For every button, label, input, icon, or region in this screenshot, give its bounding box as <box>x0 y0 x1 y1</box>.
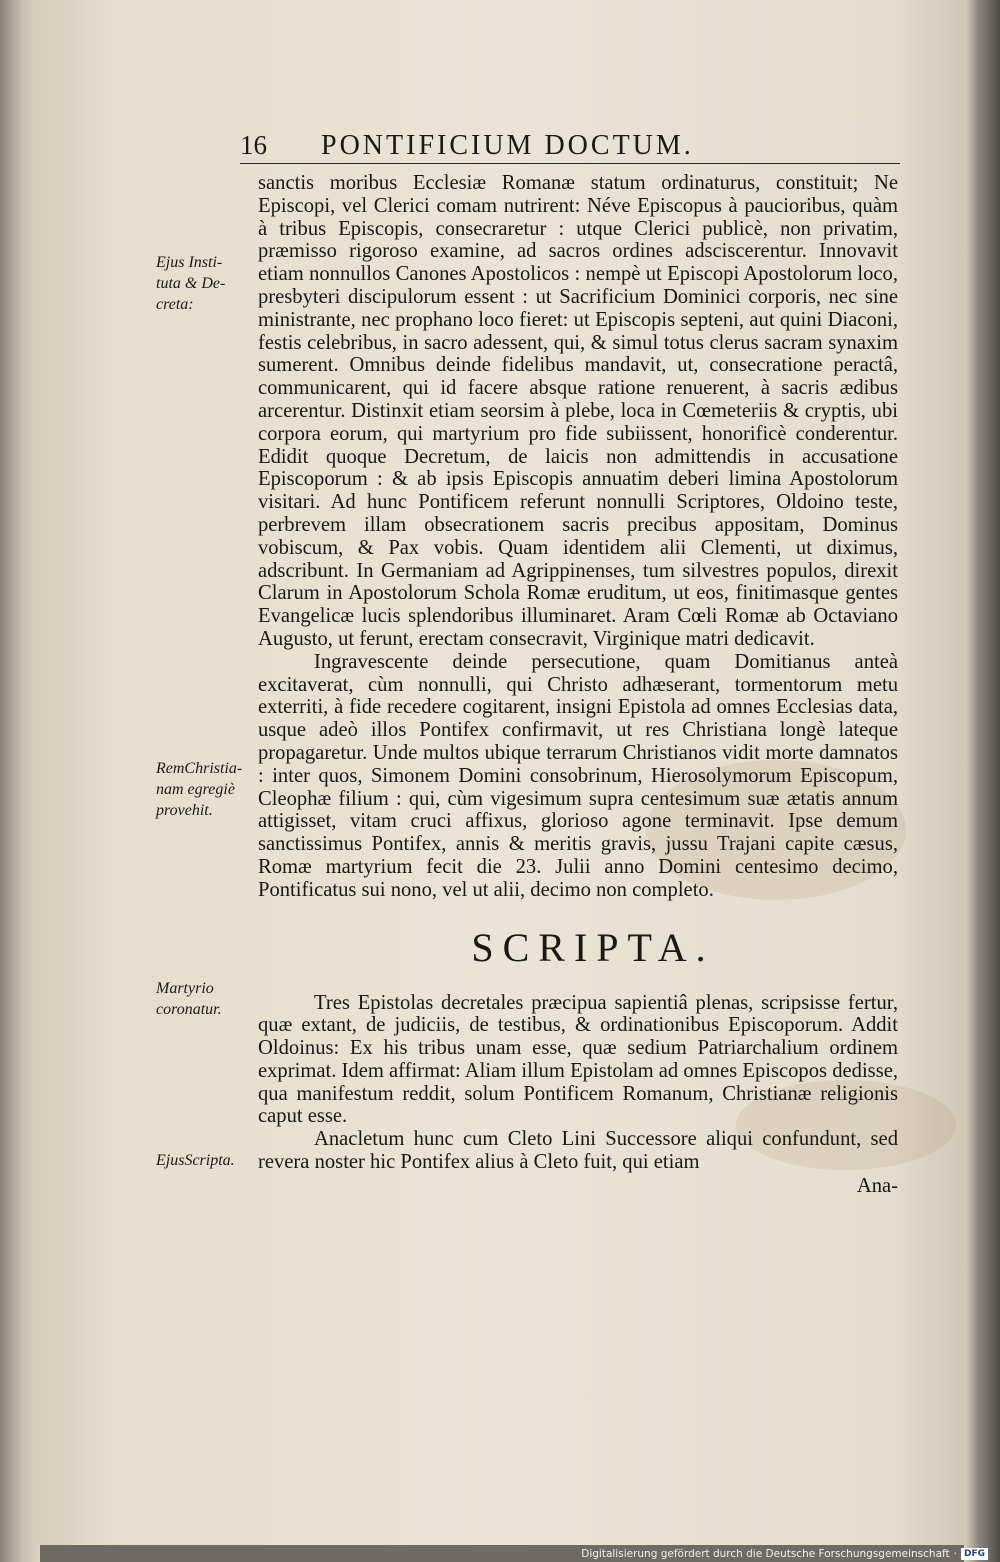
book-binding <box>0 0 40 1562</box>
paragraph: Anacletum hunc cum Cleto Lini Successore aliqui confundunt, sed revera noster hic Pontifex alius à Cleto fuit, qui etiam <box>258 1128 898 1174</box>
main-text <box>258 172 898 1198</box>
book-fore-edge <box>964 0 1000 1562</box>
sidenote-text: EjusScripta. <box>156 1152 235 1169</box>
running-header <box>240 130 860 162</box>
digitization-footer: Digitalisierung gefördert durch die Deutsche Forschungsgemeinschaft · DFG <box>581 1548 988 1560</box>
sidenote-scripta <box>156 1150 256 1171</box>
running-title: PONTIFICIUM DOCTUM. <box>321 130 694 161</box>
dfg-logo: DFG <box>961 1548 988 1560</box>
paragraph: Ingravescente deinde persecutione, quam Domitianus anteà excitaverat, cùm nonnulli, qui Christo adhæserant, tormentorum metu exterriti, à fide recedere cogitarent, insigni Epistola ad omnes Ecclesias data, usque adeò illos Pontifex confirmavit, ut res Christiana longè lateque propagaretur. Unde multos ubique terrarum Christianos vidit morte damnatos : inter quos, Simonem Domini consobrinum, Hierosolymorum Episcopum, Cleophæ filium : qui, cùm vigesimum supra centesimum suæ ætatis annum attigisset, vitam cruci affixus, glorioso agone terminavit. Ipse demum sanctissimus Pontifex, annis & meritis gravis, jussu Trajani capite cæsus, Romæ martyrium fecit die 23. Julii anno Domini centesimo decimo, Pontificatus sui nono, vel ut alii, decimo non completo. <box>258 650 898 901</box>
sidenote-martyrio <box>156 978 256 1020</box>
sidenote-instituta <box>156 252 256 315</box>
catchword: Ana- <box>856 1174 898 1197</box>
header-rule <box>240 163 900 164</box>
sidenote-text: RemChristia- nam egregiè provehit. <box>156 760 243 819</box>
page-number: 16 <box>240 130 267 160</box>
section-heading: SCRIPTA. <box>471 924 715 970</box>
sidenote-rem-christianam <box>156 758 256 821</box>
paragraph: Tres Epistolas decretales præcipua sapientiâ plenas, scripsisse fertur, quæ extant, de judiciis, de testibus, & ordinationibus Episcoporum. Addit Oldoinus: Ex his tribus unam esse, quæ sedium Patriarchalium ordinem exprimat. Idem affirmat: Aliam illum Epistolam ad omnes Episcopos dedisse, qua manifestum reddit, solum Pontificem Romanum, Christianæ religionis caput esse. <box>258 991 898 1128</box>
paragraph: sanctis moribus Ecclesiæ Romanæ statum ordinaturus, constituit; Ne Episcopi, vel Clerici comam nutrirent: Néve Episcopus à paucioribus, quàm à tribus Episcopis, consecraretur : utque Clerici publicè, non privatim, præmisso rigoroso examine, ad sacros ordines adsciscerentur. Innovavit etiam nonnullos Canones Apostolicos : nempè ut Episcopi Apostolorum loco, presbyteri discipulorum essent : ut Sacrificium Dominici corporis, nec sine ministrante, nec prophano loco fieret: ut Episcopis septeni, aut quini Diaconi, festis celebribus, in sacro adessent, qui, & simul totus clerus sacram synaxim sumerent. Omnibus deinde fidelibus mandavit, ut, consecratione peractâ, communicarent, qui id facere absque ratione renuerent, à sacris ædibus arcerentur. Distinxit etiam seorsim à plebe, loca in Cœmeteriis & cryptis, ubi corpora eorum, qui martyrium pro fide subiissent, honorificè conderentur. Edidit quoque Decretum, de laicis non admittendis in accusatione Episcoporum : & ab ipsis Episcopis annuatim deberi limina Apostolorum visitari. Ad hunc Pontificem referunt nonnulli Scriptores, Oldoino teste, perbrevem illam obsecrationem sacris precibus appositam, Dominus vobiscum, & Pax vobis. Quam identidem alii Clementi, ut diximus, adscribunt. In Germaniam ad Agrippinenses, tum silvestres populos, direxit Clarum in Apostolorum Schola Romæ eruditum, ut eos, finitimasque gentes Evangelicæ lucis splendoribus illuminaret. Aram Cœli Romæ ab Octaviano Augusto, ut ferunt, erectam consecravit, Virginique matri dedicavit. <box>258 172 898 650</box>
footer-credit: Digitalisierung gefördert durch die Deutsche Forschungsgemeinschaft <box>581 1548 950 1560</box>
sidenote-text: Ejus Insti- tuta & De- creta: <box>156 254 226 313</box>
sidenote-text: Martyrio coronatur. <box>156 980 222 1018</box>
